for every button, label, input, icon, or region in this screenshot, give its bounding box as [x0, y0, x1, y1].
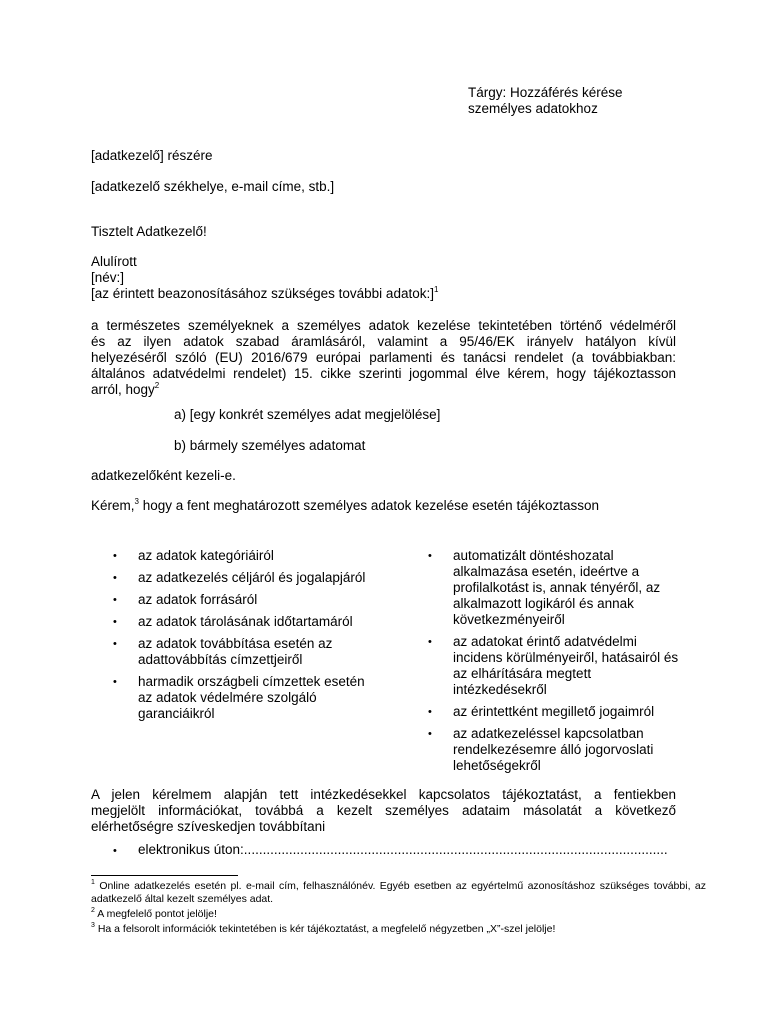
list-item-text: harmadik országbeli címzettek esetén az adatok védelmére szolgáló garanciáikról	[138, 674, 365, 721]
requester-name-field: [név:]	[91, 270, 125, 285]
request-sentence	[91, 498, 599, 514]
info-list-left	[113, 548, 373, 728]
bullet-icon: •	[428, 728, 432, 740]
bullet-icon: •	[113, 616, 117, 628]
info-list-right	[428, 548, 688, 780]
footnote-text: A megfelelő pontot jelölje!	[94, 908, 217, 920]
requester-extra-field	[91, 286, 438, 302]
subject-line	[468, 85, 698, 117]
bullet-icon: •	[113, 594, 117, 606]
closing-line: elérhetőségre szíveskedjen továbbítani	[91, 819, 326, 834]
footnote-1	[91, 880, 706, 906]
list-item-text: az adatok tárolásának időtartamáról	[138, 614, 353, 629]
footnote-text: Online adatkezelés esetén pl. e-mail cím, felhasználónév. Egyéb esetben az egyértelmű azonosításhoz szükséges további, az adatkezelő által kezelt személyes adat.	[91, 880, 706, 905]
footnote-number: 3	[91, 921, 95, 929]
legal-line: általános adatvédelmi rendelet) 15. cikke szerinti jogommal élve kérem, hogy tájékoztasson	[91, 366, 676, 381]
legal-line-text: arról, hogy	[91, 382, 155, 397]
list-item	[428, 704, 688, 720]
bullet-icon: •	[428, 706, 432, 718]
bullet-icon: •	[113, 638, 117, 650]
footnote-number: 1	[91, 878, 95, 886]
legal-line: helyezéséről szóló (EU) 2016/679 európai parlamenti és tanácsi rendelet (a továbbiakban:	[91, 350, 676, 365]
list-item	[113, 674, 373, 722]
requester-extra-text: [az érintett beazonosításához szükséges további adatok:]	[91, 286, 434, 301]
closing-line: megjelölt információkat, továbbá a kezelt személyes adataim másolatát a következő	[91, 803, 676, 818]
request-before: Kérem,	[91, 498, 135, 513]
list-item	[113, 548, 373, 564]
footnote-ref-3: 3	[134, 496, 139, 506]
recipient: [adatkezelő] részére	[91, 148, 213, 163]
bullet-icon: •	[113, 572, 117, 584]
footnote-ref-2: 2	[154, 380, 160, 390]
option-a: a) [egy konkrét személyes adat megjelölése]	[174, 407, 441, 422]
footnote-text: Ha a felsorolt információk tekintetében is kér tájékoztatást, a megfelelő négyzetben „X”-szel jelölje!	[94, 923, 556, 935]
handles-sentence: adatkezelőként kezeli-e.	[91, 468, 236, 483]
list-item-text: az adatokat érintő adatvédelmi incidens körülményeiről, hatásairól és az elhárítására megtett intézkedésekről	[453, 634, 679, 697]
list-item	[113, 592, 373, 608]
request-after: hogy a fent meghatározott személyes adatok kezelése esetén tájékoztasson	[138, 498, 599, 513]
list-item	[113, 570, 373, 586]
list-item-text: az érintettként megillető jogaimról	[453, 704, 655, 719]
subject-line-1: Tárgy: Hozzáférés kérése	[468, 85, 623, 100]
list-item-text: az adatok továbbítása esetén az adattovábbítás címzettjeiről	[138, 636, 333, 667]
footnote-2	[91, 908, 706, 921]
footnote-3	[91, 923, 706, 936]
bullet-icon: •	[113, 550, 117, 562]
legal-line: a természetes személyeknek a személyes adatok kezelése tekintetében történő védelméről	[91, 318, 676, 333]
list-item	[428, 634, 688, 698]
option-b: b) bármely személyes adatomat	[174, 438, 366, 453]
electronic-delivery-field	[113, 842, 683, 859]
footnote-ref-1: 1	[433, 284, 439, 294]
list-item	[113, 614, 373, 630]
salutation: Tisztelt Adatkezelő!	[91, 224, 207, 239]
list-item-text: az adatok forrásáról	[138, 592, 258, 607]
bullet-icon: •	[113, 676, 117, 688]
legal-line-last	[91, 382, 676, 398]
legal-line: és az ilyen adatok szabad áramlásáról, valamint a 95/46/EK irányelv hatályon kívül	[91, 334, 676, 349]
footnote-number: 2	[91, 906, 95, 914]
closing-paragraph	[91, 787, 676, 835]
legal-basis-paragraph	[91, 318, 676, 398]
list-item	[113, 636, 373, 668]
bullet-icon: •	[428, 636, 432, 648]
list-item-text: az adatok kategóriáiról	[138, 548, 274, 563]
list-item	[428, 548, 688, 628]
bullet-icon: •	[113, 845, 117, 857]
list-item-text: az adatkezelés céljáról és jogalapjáról	[138, 570, 366, 585]
requester-block	[91, 254, 438, 302]
closing-line: A jelen kérelmem alapján tett intézkedésekkel kapcsolatos tájékoztatást, a fentiekben	[91, 787, 676, 802]
bullet-icon: •	[428, 550, 432, 562]
requester-label: Alulírott	[91, 254, 137, 269]
list-item	[428, 726, 688, 774]
recipient-address: [adatkezelő székhelye, e-mail címe, stb.]	[91, 179, 335, 194]
list-item-text: automatizált döntéshozatal alkalmazása esetén, ideértve a profilalkotást is, annak tényéről, az alkalmazott logikáról és annak következményeiről	[453, 548, 661, 627]
footnote-separator	[91, 875, 238, 876]
list-item-text: az adatkezeléssel kapcsolatban rendelkezésemre álló jogorvoslati lehetőségekről	[453, 726, 654, 773]
electronic-delivery-text: elektronikus úton:.................................................................................................................	[138, 842, 668, 857]
subject-line-2: személyes adatokhoz	[468, 101, 598, 116]
